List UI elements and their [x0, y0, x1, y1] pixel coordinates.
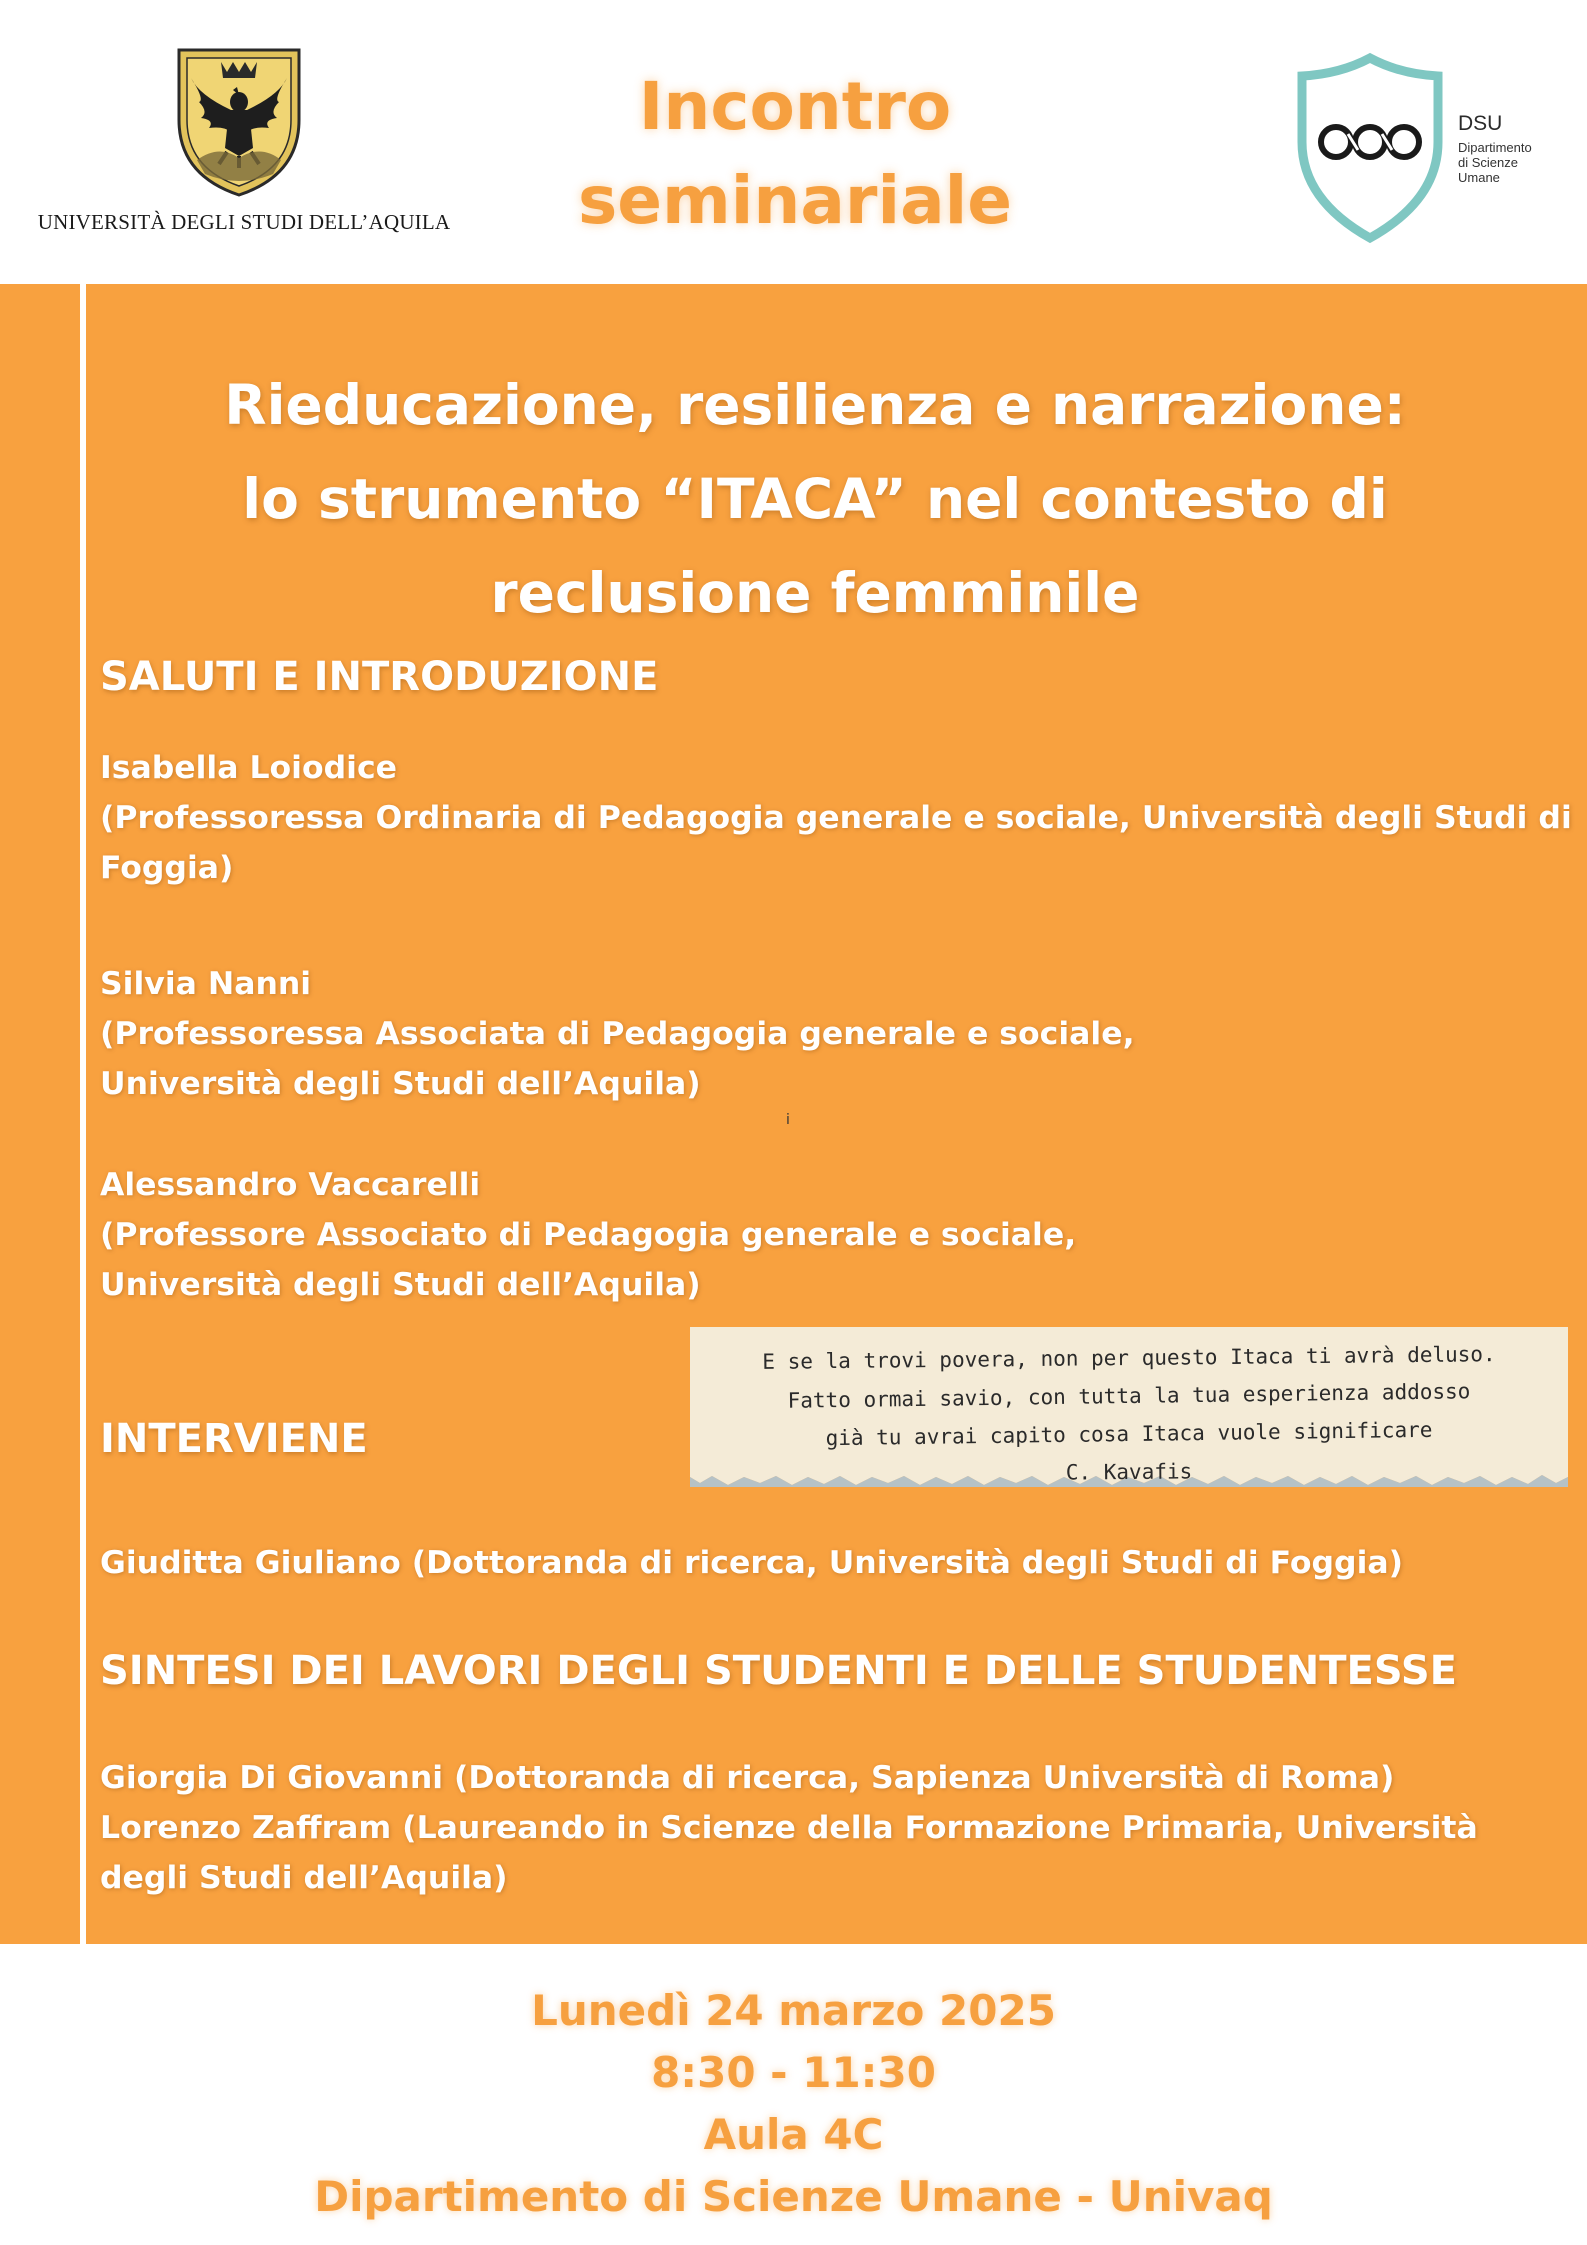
event-details [0, 1980, 1587, 2228]
student-line-1: Giorgia Di Giovanni (Dottoranda di ricerca, Sapienza Università di Roma) [100, 1760, 1395, 1796]
event-venue: Dipartimento di Scienze Umane - Univaq [314, 2172, 1273, 2221]
quote-line-3: già tu avrai capito cosa Itaca vuole significare [825, 1417, 1433, 1451]
stray-mark: i [786, 1112, 790, 1128]
speaker-role-line-2: Università degli Studi dell’Aquila) [100, 1066, 701, 1102]
speaker-role-line-2: Università degli Studi dell’Aquila) [100, 1267, 701, 1303]
university-name: UNIVERSITÀ DEGLI STUDI DELL’AQUILA [37, 210, 451, 234]
event-type-line-1: Incontro [638, 68, 952, 145]
speaker-giuliano [100, 1538, 1580, 1588]
speaker-loiodice [100, 743, 1580, 893]
left-vertical-rule [80, 284, 86, 1944]
speaker-name: Alessandro Vaccarelli [100, 1167, 481, 1203]
event-room: Aula 4C [703, 2110, 884, 2159]
seminar-title-line-3: reclusione femminile [490, 561, 1140, 625]
quote-text [690, 1339, 1568, 1491]
speaker-role-line-1: (Professore Associato di Pedagogia generale e sociale, [100, 1217, 1077, 1253]
quote-author: C. Kavafis [1065, 1459, 1193, 1485]
event-type-line-2: seminariale [577, 162, 1013, 239]
speaker-vaccarelli [100, 1160, 1580, 1310]
event-date: Lunedì 24 marzo 2025 [531, 1986, 1056, 2035]
student-line-3: degli Studi dell’Aquila) [100, 1860, 508, 1896]
speaker-name: Silvia Nanni [100, 966, 312, 1002]
dsu-shield-icon [1290, 50, 1450, 250]
dsu-full-name [1458, 140, 1568, 185]
speaker-nanni [100, 959, 1580, 1109]
speaker-role-line-1: (Professoressa Ordinaria di Pedagogia generale e sociale, Università degli Studi di [100, 800, 1572, 836]
quote-line-2: Fatto ormai savio, con tutta la tua esperienza addosso [787, 1379, 1471, 1413]
dsu-logo [1290, 50, 1580, 250]
student-works [100, 1753, 1580, 1903]
seminar-title-line-1: Rieducazione, resilienza e narrazione: [224, 373, 1406, 437]
section-heading-interviene: INTERVIENE [100, 1416, 368, 1462]
speaker-line: Giuditta Giuliano (Dottoranda di ricerca, Università degli Studi di Foggia) [100, 1545, 1404, 1581]
event-time: 8:30 - 11:30 [651, 2048, 936, 2097]
student-line-2: Lorenzo Zaffram (Laureando in Scienze della Formazione Primaria, Università [100, 1810, 1478, 1846]
quote-line-1: E se la trovi povera, non per questo Itaca ti avrà deluso. [762, 1342, 1496, 1374]
section-heading-sintesi: SINTESI DEI LAVORI DEGLI STUDENTI E DELLE STUDENTESSE [100, 1648, 1457, 1694]
dsu-full-name-line-1: Dipartimento [1458, 140, 1532, 155]
seminar-title [100, 358, 1530, 640]
university-logo [14, 40, 474, 240]
speaker-role-line-1: (Professoressa Associata di Pedagogia generale e sociale, [100, 1016, 1135, 1052]
seminar-title-line-2: lo strumento “ITACA” nel contesto di [242, 467, 1388, 531]
speaker-name: Isabella Loiodice [100, 750, 397, 786]
dsu-full-name-line-2: di Scienze [1458, 155, 1518, 170]
eagle-crest-icon [169, 40, 309, 200]
speaker-role-line-2: Foggia) [100, 850, 234, 886]
dsu-abbreviation: DSU [1458, 112, 1503, 135]
event-type-title [520, 60, 1070, 248]
section-heading-saluti: SALUTI E INTRODUZIONE [100, 654, 659, 700]
dsu-full-name-line-3: Umane [1458, 170, 1500, 185]
kavafis-quote-note [690, 1327, 1568, 1493]
